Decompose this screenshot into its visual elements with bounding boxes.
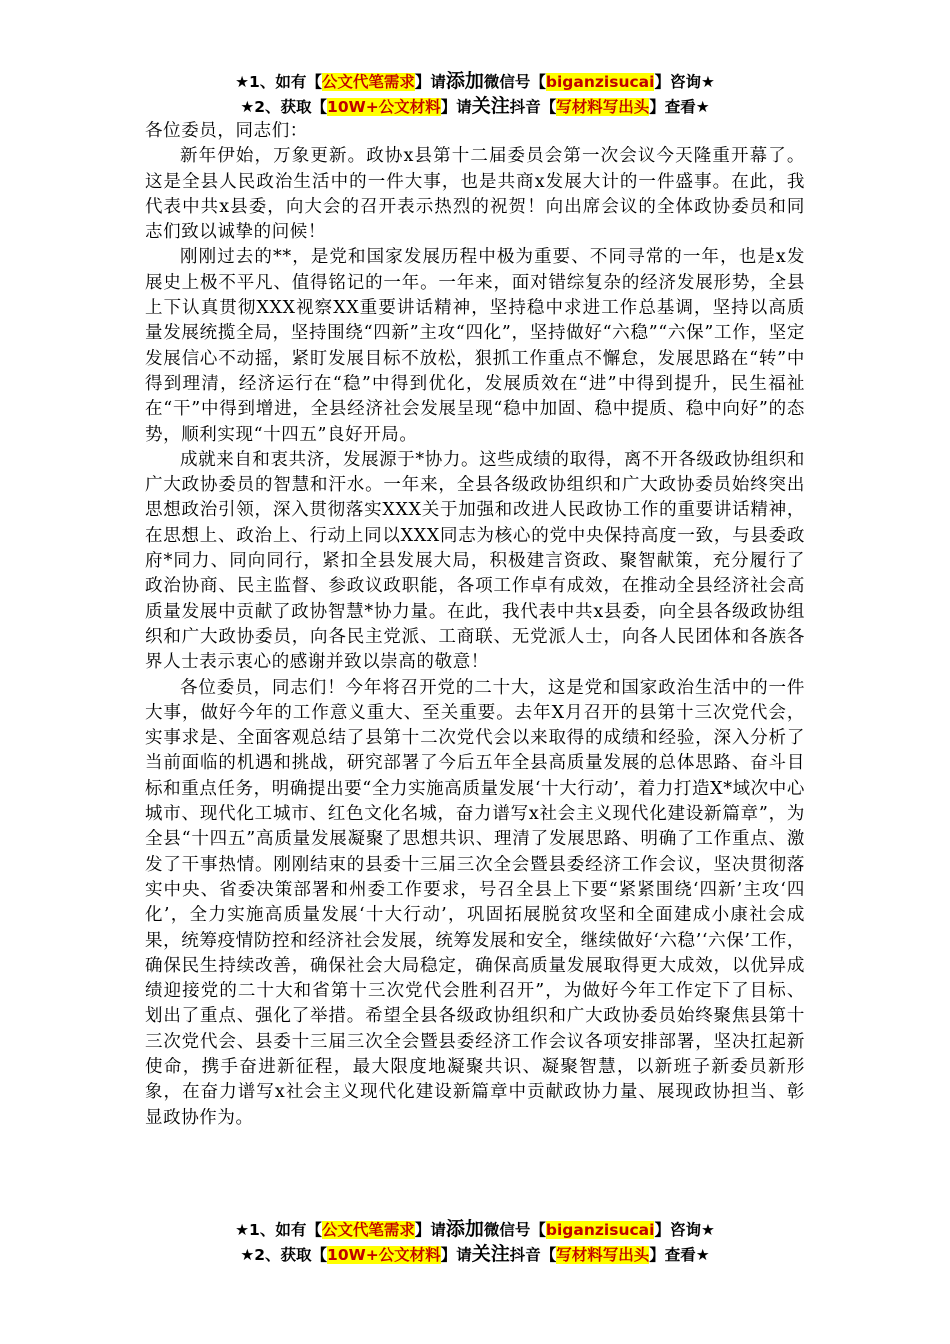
banner-text: 】查看★ bbox=[649, 1246, 710, 1264]
highlight-service: 公文代笔需求 bbox=[321, 1221, 415, 1239]
banner-text: 】请 bbox=[414, 73, 446, 91]
banner-text: 】请 bbox=[440, 1246, 472, 1264]
paragraph: 成就来自和衷共济，发展源于*协力。这些成绩的取得，离不开各级政协组织和广大政协委员的智慧和汗水。一年来，全县各级政协组织和广大政协委员始终突出思想政治引领，深入贯彻落实XXX关于加强和改进人民政协工作的重要讲话精神，在思想上、政治上、行动上同以XXX同志为核心的党中央保持高度一致，与县委政府*同力、同向同行，紧扣全县发展大局，积极建言资政、聚智献策，充分履行了政治协商、民主监督、参政议政职能，各项工作卓有成效，在推动全县经济社会高质量发展中贡献了政协智慧*协力量。在此，我代表中共x县委，向全县各级政协组织和广大政协委员，向各民主党派、工商联、无党派人士，向各人民团体和各族各界人士表示衷心的感谢并致以崇高的敬意！ bbox=[145, 449, 805, 673]
banner-text: ★2、获取【 bbox=[240, 1246, 328, 1264]
banner-emphasis: 添加 bbox=[445, 1218, 484, 1240]
footer-line-1 bbox=[0, 1217, 950, 1242]
footer-banner bbox=[0, 1217, 950, 1267]
banner-text: 微信号【 bbox=[483, 1221, 546, 1239]
highlight-materials: 10W+公文材料 bbox=[327, 98, 441, 116]
banner-line-2 bbox=[0, 94, 950, 119]
banner-line-1 bbox=[0, 69, 950, 94]
banner-text: 】请 bbox=[440, 98, 472, 116]
highlight-wechat-id: biganzisucai bbox=[545, 1221, 655, 1239]
highlight-service: 公文代笔需求 bbox=[321, 73, 415, 91]
banner-text: ★1、如有【 bbox=[235, 73, 322, 91]
banner-text: 】查看★ bbox=[649, 98, 710, 116]
banner-text: 】请 bbox=[414, 1221, 446, 1239]
highlight-wechat-id: biganzisucai bbox=[545, 73, 655, 91]
highlight-douyin-id: 写材料写出头 bbox=[556, 98, 650, 116]
banner-text: 】咨询★ bbox=[654, 73, 715, 91]
speech-body bbox=[145, 119, 805, 1131]
banner-emphasis: 关注 bbox=[471, 95, 510, 117]
greeting: 各位委员，同志们： bbox=[145, 121, 308, 141]
highlight-douyin-id: 写材料写出头 bbox=[556, 1246, 650, 1264]
banner-text: 】咨询★ bbox=[654, 1221, 715, 1239]
banner-text: 抖音【 bbox=[509, 98, 557, 116]
header-banner bbox=[0, 69, 950, 119]
paragraph: 新年伊始，万象更新。政协x县第十二届委员会第一次会议今天隆重开幕了。这是全县人民政治生活中的一件大事，也是共商x发展大计的一件盛事。在此，我代表中共x县委，向大会的召开表示热烈的祝贺！向出席会议的全体政协委员和同志们致以诚挚的问候！ bbox=[145, 146, 805, 243]
banner-emphasis: 添加 bbox=[445, 70, 484, 92]
highlight-materials: 10W+公文材料 bbox=[327, 1246, 441, 1264]
banner-text: ★1、如有【 bbox=[235, 1221, 322, 1239]
footer-line-2 bbox=[0, 1242, 950, 1267]
banner-emphasis: 关注 bbox=[471, 1243, 510, 1265]
paragraph: 刚刚过去的**，是党和国家发展历程中极为重要、不同寻常的一年，也是x发展史上极不平凡、值得铭记的一年。一年来，面对错综复杂的经济发展形势，全县上下认真贯彻XXX视察XX重要讲话精神，坚持稳中求进工作总基调，坚持以高质量发展统揽全局，坚持围绕“四新”主攻“四化”，坚持做好“六稳”“六保”工作，坚定发展信心不动摇，紧盯发展目标不放松，狠抓工作重点不懈怠，发展思路在“转”中得到理清，经济运行在“稳”中得到优化，发展质效在“进”中得到提升，民生福祉在“干”中得到增进，全县经济社会发展呈现“稳中加固、稳中提质、稳中向好”的态势，顺利实现“十四五”良好开局。 bbox=[145, 247, 805, 445]
paragraph: 各位委员，同志们！今年将召开党的二十大，这是党和国家政治生活中的一件大事，做好今年的工作意义重大、至关重要。去年X月召开的县第十三次党代会，实事求是、全面客观总结了县第十二次党代会以来取得的成绩和经验，深入分析了当前面临的机遇和挑战，研究部署了今后五年全县高质量发展的总体思路、奋斗目标和重点任务，明确提出要“全力实施高质量发展‘十大行动’，着力打造X*域次中心城市、现代化工城市、红色文化名城，奋力谱写x社会主义现代化建设新篇章”，为全县“十四五”高质量发展凝聚了思想共识、理清了发展思路、明确了工作重点、激发了干事热情。刚刚结束的县委十三届三次全会暨县委经济工作会议，坚决贯彻落实中央、省委决策部署和州委工作要求，号召全县上下要“紧紧围绕‘四新’主攻‘四化’，全力实施高质量发展‘十大行动’，巩固拓展脱贫攻坚和全面建成小康社会成果，统筹疫情防控和经济社会发展，统筹发展和安全，继续做好‘六稳’‘六保’工作，确保民生持续改善，确保社会大局稳定，确保高质量发展取得更大成效，以优异成绩迎接党的二十大和省第十三次党代会胜利召开”，为做好今年工作定下了目标、划出了重点、强化了举措。希望全县各级政协组织和广大政协委员始终聚焦县第十三次党代会、县委十三届三次全会暨县委经济工作会议各项安排部署，坚决扛起新使命，携手奋进新征程，最大限度地凝聚共识、凝聚智慧，以新班子新委员新形象，在奋力谱写x社会主义现代化建设新篇章中贡献政协力量、展现政协担当、彰显政协作为。 bbox=[145, 677, 805, 1128]
banner-text: 抖音【 bbox=[509, 1246, 557, 1264]
banner-text: ★2、获取【 bbox=[240, 98, 328, 116]
banner-text: 微信号【 bbox=[483, 73, 546, 91]
